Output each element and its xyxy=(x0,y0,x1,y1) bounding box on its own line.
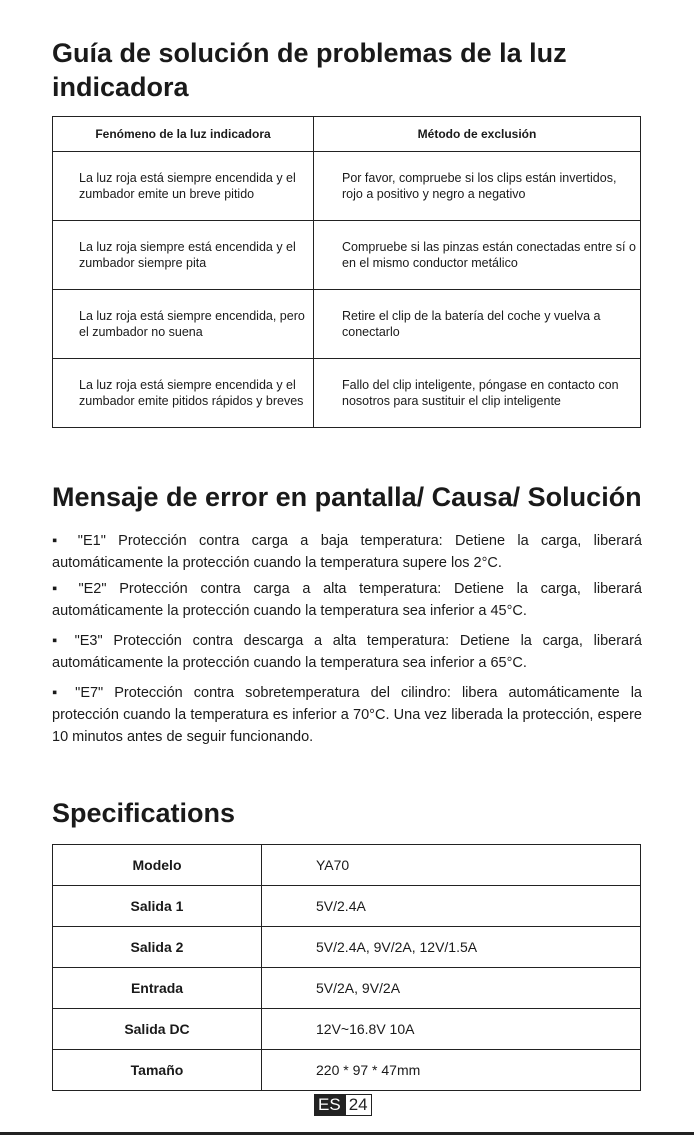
table-row xyxy=(53,290,641,359)
method-cell: Compruebe si las pinzas están conectadas entre sí o en el mismo conductor metálico xyxy=(314,221,641,290)
phenomenon-cell: La luz roja siempre está encendida y el zumbador siempre pita xyxy=(53,221,314,290)
spec-row xyxy=(53,1050,641,1091)
troubleshooting-title: Guía de solución de problemas de la luz indicadora xyxy=(52,38,567,102)
spec-label: Tamaño xyxy=(53,1050,262,1091)
spec-value: 5V/2.4A, 9V/2A, 12V/1.5A xyxy=(262,927,641,968)
spec-value: 12V~16.8V 10A xyxy=(262,1009,641,1050)
spec-value: 220 * 97 * 47mm xyxy=(262,1050,641,1091)
spec-label: Salida 1 xyxy=(53,886,262,927)
error-item-e7: ▪ "E7" Protección contra sobretemperatura del cilindro: libera automáticamente la protección cuando la temperatura es inferior a 70°C. Una vez liberada la protección, espere 10 minutos antes de seguir funcionando. xyxy=(52,685,642,745)
spec-row xyxy=(53,1009,641,1050)
spec-label: Modelo xyxy=(53,845,262,886)
spec-row xyxy=(53,968,641,1009)
table-row xyxy=(53,359,641,428)
phenomenon-cell: La luz roja está siempre encendida y el zumbador emite un breve pitido xyxy=(53,152,314,221)
page-footer xyxy=(314,1094,372,1116)
table-header-row xyxy=(53,117,641,152)
table-row xyxy=(53,221,641,290)
spec-row xyxy=(53,886,641,927)
spec-value: YA70 xyxy=(262,845,641,886)
spec-value: 5V/2.4A xyxy=(262,886,641,927)
method-cell: Retire el clip de la batería del coche y vuelva a conectarlo xyxy=(314,290,641,359)
error-item-e2: ▪ "E2" Protección contra carga a alta temperatura: Detiene la carga, liberará automáticamente la protección cuando la temperatura sea inferior a 45°C. xyxy=(52,581,642,619)
spec-row xyxy=(53,927,641,968)
header-method: Método de exclusión xyxy=(314,117,641,152)
specs-title: Specifications xyxy=(52,798,236,828)
spec-label: Salida 2 xyxy=(53,927,262,968)
spec-label: Entrada xyxy=(53,968,262,1009)
header-phenomenon: Fenómeno de la luz indicadora xyxy=(53,117,314,152)
error-item-e3: ▪ "E3" Protección contra descarga a alta temperatura: Detiene la carga, liberará automáticamente la protección cuando la temperatura sea inferior a 65°C. xyxy=(52,633,642,671)
language-badge: ES xyxy=(314,1094,345,1116)
phenomenon-cell: La luz roja está siempre encendida, pero el zumbador no suena xyxy=(53,290,314,359)
spec-label: Salida DC xyxy=(53,1009,262,1050)
table-row xyxy=(53,152,641,221)
method-cell: Por favor, compruebe si los clips están invertidos, rojo a positivo y negro a negativo xyxy=(314,152,641,221)
method-cell: Fallo del clip inteligente, póngase en contacto con nosotros para sustituir el clip inteligente xyxy=(314,359,641,428)
spec-row xyxy=(53,845,641,886)
specs-table xyxy=(52,844,641,1091)
phenomenon-cell: La luz roja está siempre encendida y el zumbador emite pitidos rápidos y breves xyxy=(53,359,314,428)
spec-value: 5V/2A, 9V/2A xyxy=(262,968,641,1009)
troubleshooting-table xyxy=(52,116,641,428)
error-item-e1: ▪ "E1" Protección contra carga a baja temperatura: Detiene la carga, liberará automáticamente la protección cuando la temperatura supere los 2°C. xyxy=(52,533,642,571)
page-number: 24 xyxy=(345,1094,372,1116)
errors-title: Mensaje de error en pantalla/ Causa/ Solución xyxy=(52,482,642,512)
